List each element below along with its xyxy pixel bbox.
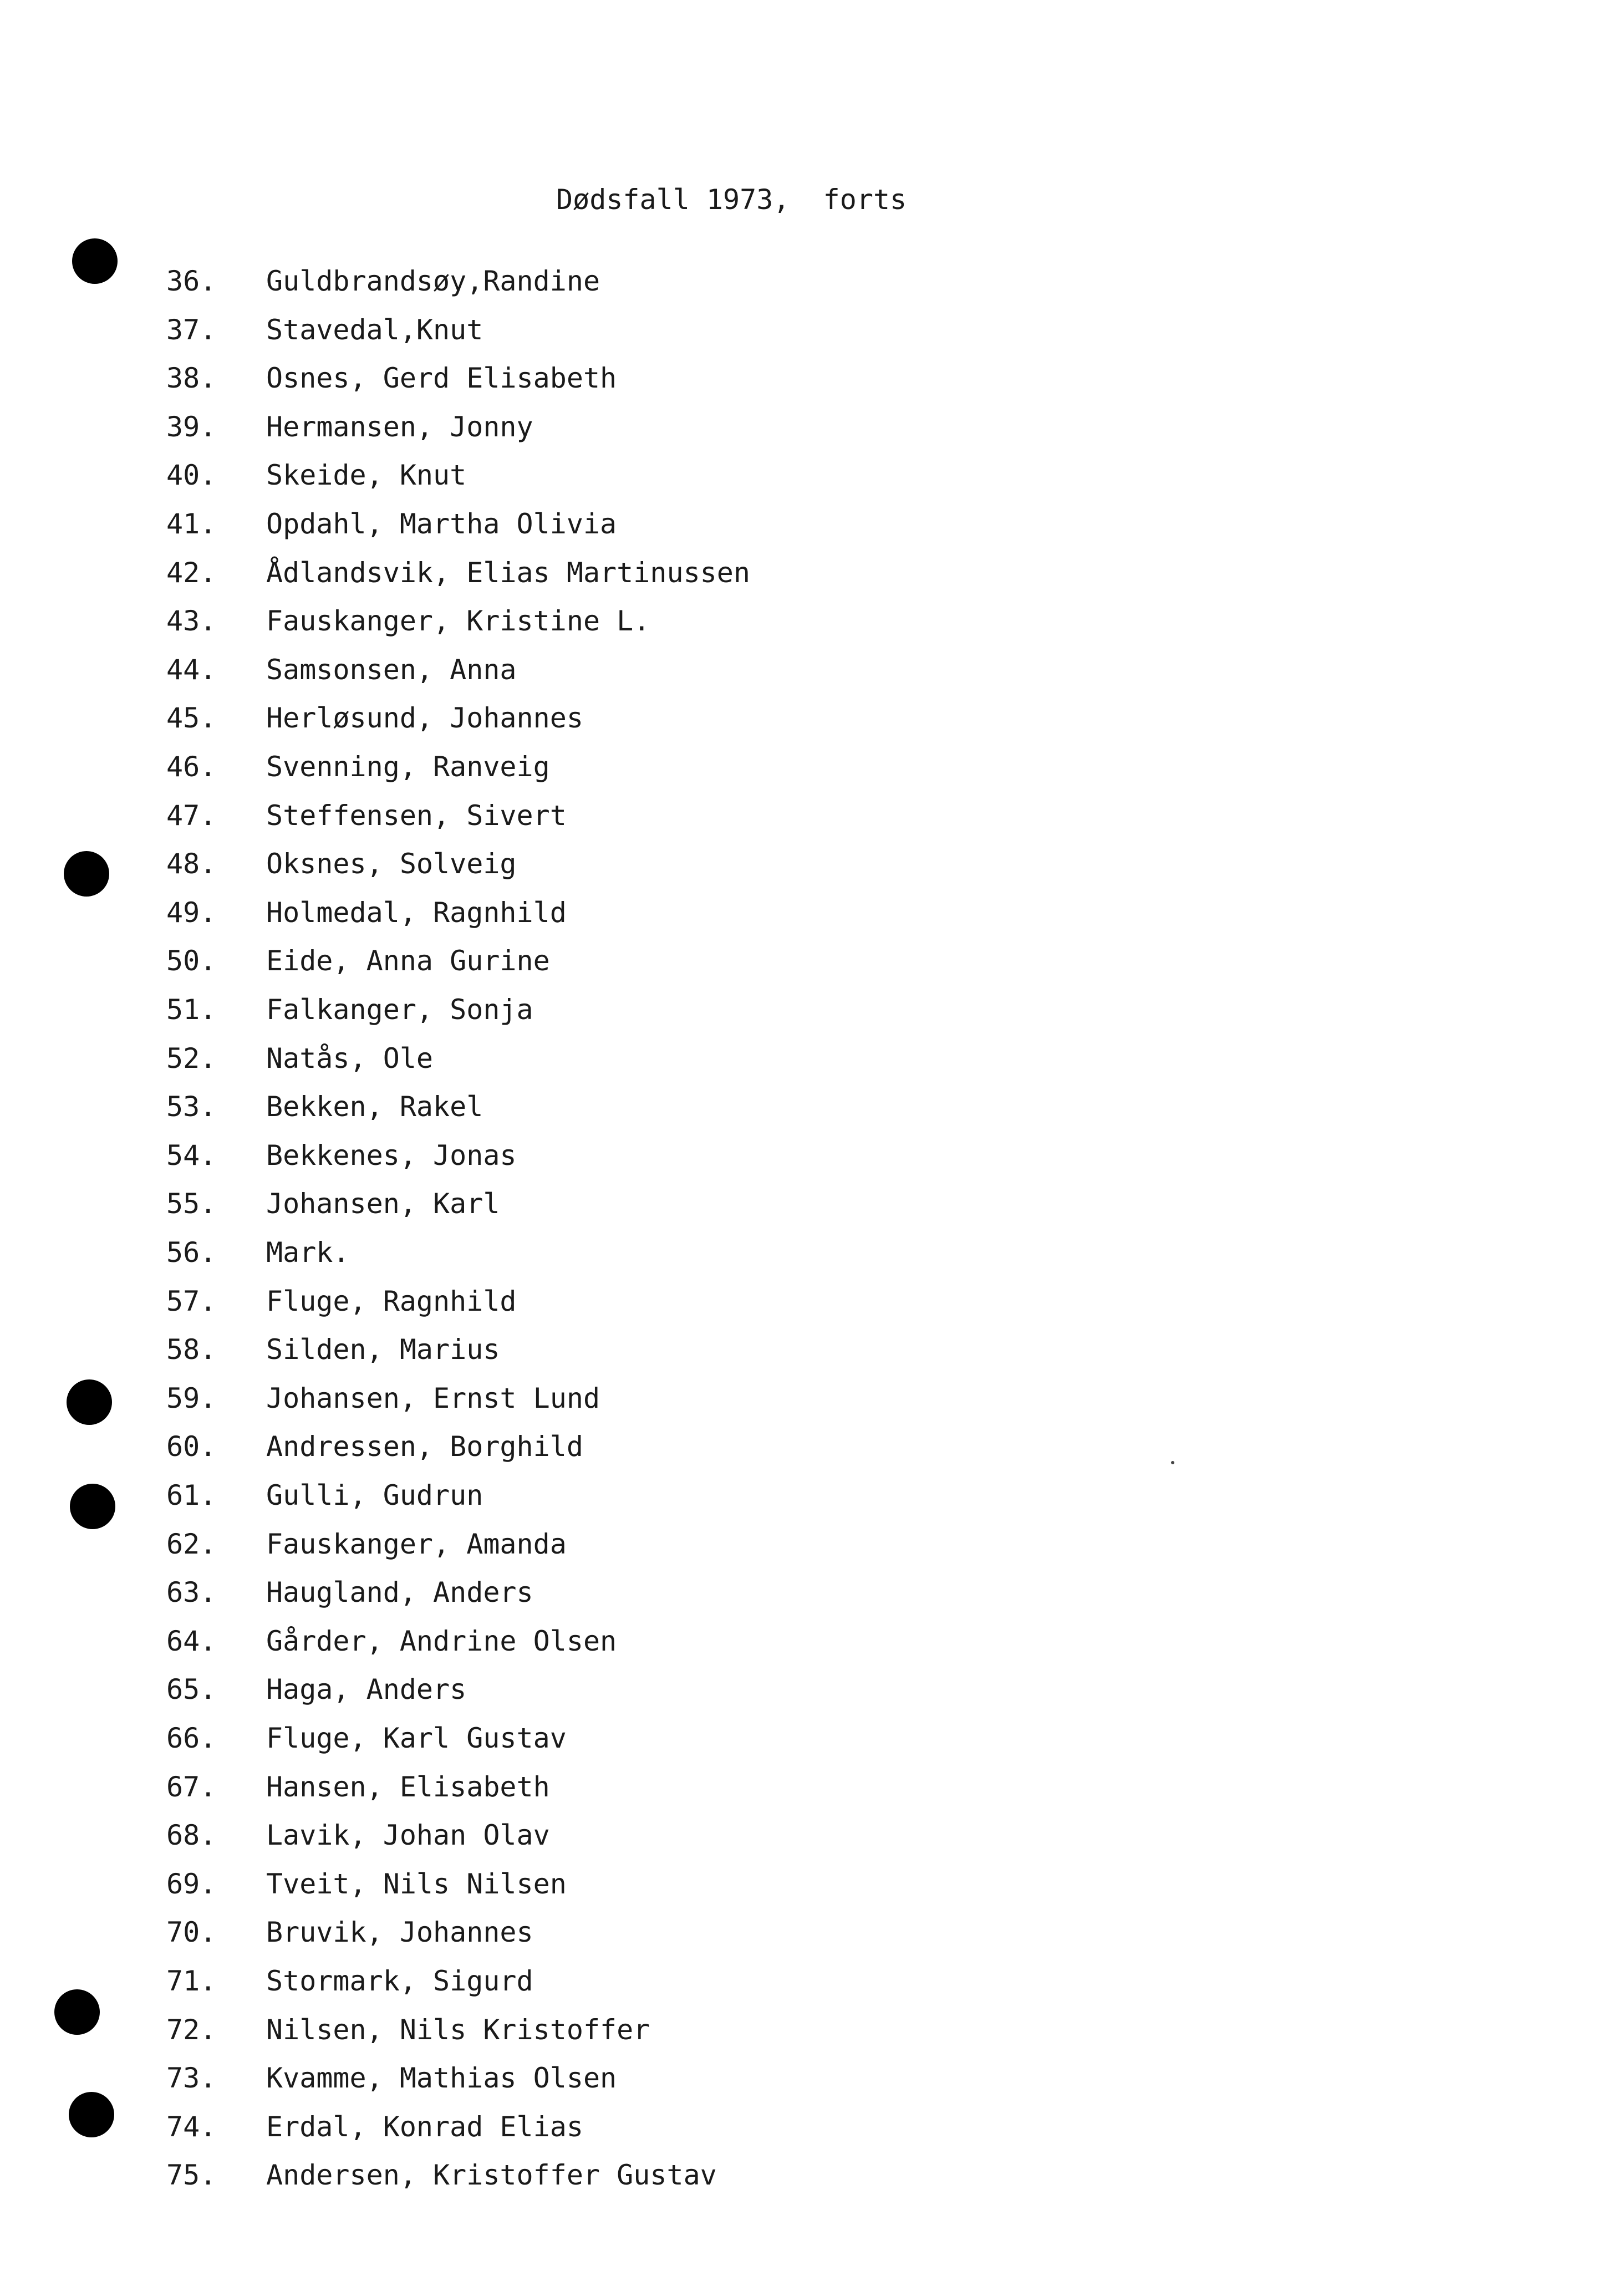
entry-number: 60. <box>166 1430 217 1463</box>
entry-name: Johansen, Ernst Lund <box>266 1382 600 1414</box>
entry-number: 59. <box>166 1382 217 1414</box>
list-item <box>166 893 567 932</box>
entry-number: 52. <box>166 1042 217 1075</box>
entry-number: 49. <box>166 897 217 929</box>
entry-number: 54. <box>166 1139 217 1172</box>
entry-name: Haga, Anders <box>266 1673 467 1705</box>
entry-name: Holmedal, Ragnhild <box>266 897 567 929</box>
entry-number: 68. <box>166 1819 217 1851</box>
entry-number: 61. <box>166 1479 217 1511</box>
entry-name: Johansen, Karl <box>266 1188 500 1220</box>
list-item <box>166 747 550 786</box>
list-item <box>166 1476 483 1515</box>
list-item <box>166 408 533 446</box>
entry-name: Kvamme, Mathias Olsen <box>266 2062 617 2094</box>
entry-name: Ådlandsvik, Elias Martinussen <box>266 557 750 589</box>
entry-name: Gårder, Andrine Olsen <box>266 1625 617 1657</box>
list-item <box>166 1233 350 1272</box>
entry-name: Skeide, Knut <box>266 459 467 491</box>
entry-name: Herløsund, Johannes <box>266 702 583 734</box>
entry-name: Tveit, Nils Nilsen <box>266 1868 567 1900</box>
entry-name: Fluge, Karl Gustav <box>266 1722 567 1754</box>
list-item <box>166 1962 533 2000</box>
entry-number: 38. <box>166 362 217 394</box>
entry-name: Haugland, Anders <box>266 1576 533 1608</box>
entry-number: 46. <box>166 751 217 783</box>
entry-name: Hansen, Elisabeth <box>266 1771 550 1803</box>
entry-name: Oksnes, Solveig <box>266 848 517 880</box>
list-item <box>166 1865 567 1903</box>
entry-number: 69. <box>166 1868 217 1900</box>
entry-name: Falkanger, Sonja <box>266 994 533 1026</box>
entry-number: 66. <box>166 1722 217 1754</box>
entry-name: Andersen, Kristoffer Gustav <box>266 2159 717 2191</box>
entry-name: Erdal, Konrad Elias <box>266 2111 583 2143</box>
list-item <box>166 1525 567 1564</box>
punch-hole <box>64 851 109 897</box>
entry-name: Steffensen, Sivert <box>266 800 567 832</box>
entry-number: 57. <box>166 1285 217 1317</box>
entry-number: 72. <box>166 2014 217 2046</box>
list-item <box>166 1330 500 1369</box>
list-item <box>166 602 650 640</box>
entry-number: 56. <box>166 1236 217 1269</box>
list-item <box>166 650 517 689</box>
entry-number: 70. <box>166 1916 217 1948</box>
list-item <box>166 2059 617 2097</box>
entry-number: 42. <box>166 557 217 589</box>
list-item <box>166 1670 466 1709</box>
entry-name: Nilsen, Nils Kristoffer <box>266 2014 650 2046</box>
entry-name: Svenning, Ranveig <box>266 751 550 783</box>
punch-hole <box>67 1379 112 1425</box>
entry-name: Bruvik, Johannes <box>266 1916 533 1948</box>
list-item <box>166 1913 533 1952</box>
entry-name: Samsonsen, Anna <box>266 654 517 686</box>
entry-number: 58. <box>166 1333 217 1366</box>
list-item <box>166 310 483 349</box>
entry-number: 75. <box>166 2159 217 2191</box>
entry-name: Fauskanger, Amanda <box>266 1528 567 1560</box>
entry-number: 63. <box>166 1576 217 1608</box>
entry-name: Gulli, Gudrun <box>266 1479 483 1511</box>
list-item <box>166 2010 650 2049</box>
entry-name: Osnes, Gerd Elisabeth <box>266 362 617 394</box>
list-item <box>166 941 550 980</box>
entry-number: 41. <box>166 508 217 540</box>
entry-name: Bekken, Rakel <box>266 1091 483 1123</box>
list-item <box>166 1427 583 1466</box>
entry-number: 45. <box>166 702 217 734</box>
punch-hole <box>54 1989 100 2035</box>
list-item <box>166 1136 517 1175</box>
entry-number: 71. <box>166 1965 217 1997</box>
entry-name: Hermansen, Jonny <box>266 411 533 443</box>
entry-number: 51. <box>166 994 217 1026</box>
entry-name: Fluge, Ragnhild <box>266 1285 517 1317</box>
entry-number: 36. <box>166 265 217 297</box>
list-item <box>166 699 583 737</box>
entry-name: Bekkenes, Jonas <box>266 1139 517 1172</box>
list-item <box>166 505 617 543</box>
entry-number: 73. <box>166 2062 217 2094</box>
entry-name: Guldbrandsøy,Randine <box>266 265 600 297</box>
entry-number: 47. <box>166 800 217 832</box>
list-item <box>166 553 750 592</box>
entry-name: Fauskanger, Kristine L. <box>266 605 650 637</box>
list-item <box>166 262 600 301</box>
entry-name: Silden, Marius <box>266 1333 500 1366</box>
entry-number: 39. <box>166 411 217 443</box>
entry-number: 55. <box>166 1188 217 1220</box>
entry-name: Lavik, Johan Olav <box>266 1819 550 1851</box>
entry-name: Opdahl, Martha Olivia <box>266 508 617 540</box>
entry-name: Mark. <box>266 1236 350 1269</box>
list-item <box>166 1719 567 1758</box>
list-item <box>166 359 617 398</box>
list-item <box>166 1622 617 1661</box>
punch-hole <box>69 2092 114 2137</box>
list-item <box>166 1768 550 1806</box>
entry-number: 44. <box>166 654 217 686</box>
entry-number: 37. <box>166 314 217 346</box>
entry-number: 62. <box>166 1528 217 1560</box>
list-item <box>166 1039 433 1078</box>
entry-number: 67. <box>166 1771 217 1803</box>
list-item <box>166 796 567 835</box>
punch-hole <box>72 238 118 284</box>
entry-name: Stormark, Sigurd <box>266 1965 533 1997</box>
page-title: Dødsfall 1973, forts <box>556 184 907 216</box>
list-item <box>166 2107 583 2146</box>
punch-hole <box>70 1484 115 1529</box>
entry-name: Natås, Ole <box>266 1042 434 1075</box>
list-item <box>166 990 533 1029</box>
list-item <box>166 1184 500 1223</box>
entry-number: 40. <box>166 459 217 491</box>
entry-number: 74. <box>166 2111 217 2143</box>
entry-number: 65. <box>166 1673 217 1705</box>
list-item <box>166 844 517 883</box>
entry-number: 43. <box>166 605 217 637</box>
list-item <box>166 456 466 495</box>
list-item <box>166 1087 483 1126</box>
list-item <box>166 1282 517 1321</box>
list-item <box>166 2156 717 2194</box>
entry-number: 48. <box>166 848 217 880</box>
entry-name: Stavedal,Knut <box>266 314 483 346</box>
entry-number: 53. <box>166 1091 217 1123</box>
entry-number: 64. <box>166 1625 217 1657</box>
entry-name: Eide, Anna Gurine <box>266 945 550 977</box>
list-item <box>166 1379 600 1418</box>
entry-number: 50. <box>166 945 217 977</box>
entry-name: Andressen, Borghild <box>266 1430 583 1463</box>
list-item <box>166 1816 550 1855</box>
scan-speck <box>1171 1461 1174 1464</box>
list-item <box>166 1573 533 1612</box>
